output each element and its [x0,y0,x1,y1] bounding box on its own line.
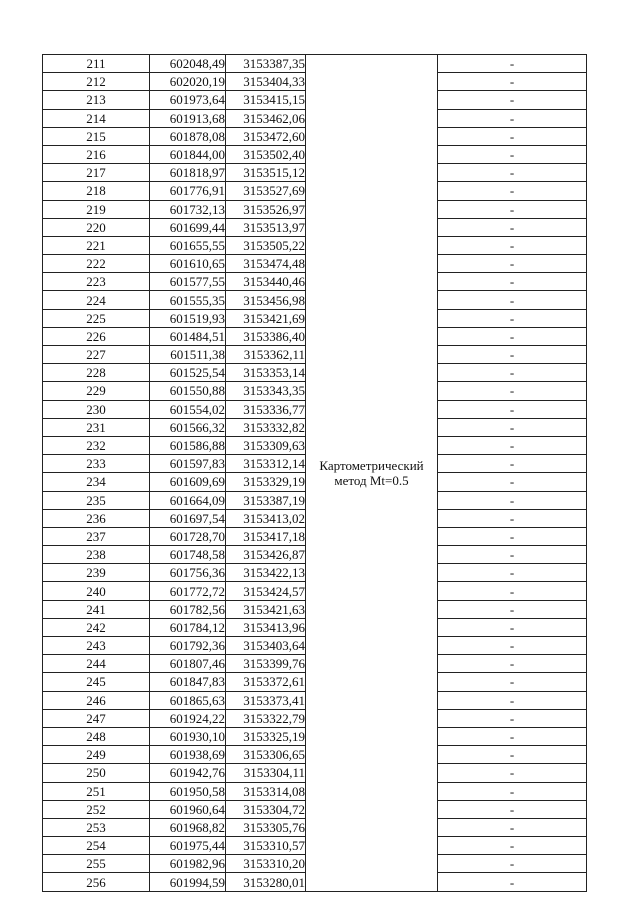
note-cell: - [438,182,587,200]
point-number-cell: 244 [43,655,150,673]
y-coordinate-cell: 3153362,11 [226,346,306,364]
y-coordinate-cell: 3153502,40 [226,145,306,163]
x-coordinate-cell: 601484,51 [150,327,226,345]
point-number-cell: 222 [43,255,150,273]
x-coordinate-cell: 601960,64 [150,800,226,818]
point-number-cell: 252 [43,800,150,818]
note-cell: - [438,382,587,400]
x-coordinate-cell: 601728,70 [150,527,226,545]
note-cell: - [438,582,587,600]
y-coordinate-cell: 3153336,77 [226,400,306,418]
point-number-cell: 220 [43,218,150,236]
y-coordinate-cell: 3153329,19 [226,473,306,491]
x-coordinate-cell: 601609,69 [150,473,226,491]
y-coordinate-cell: 3153462,06 [226,109,306,127]
note-cell: - [438,436,587,454]
y-coordinate-cell: 3153353,14 [226,364,306,382]
point-number-cell: 250 [43,764,150,782]
point-number-cell: 216 [43,145,150,163]
point-number-cell: 255 [43,855,150,873]
point-number-cell: 234 [43,473,150,491]
y-coordinate-cell: 3153415,15 [226,91,306,109]
note-cell: - [438,291,587,309]
point-number-cell: 249 [43,746,150,764]
note-cell: - [438,855,587,873]
y-coordinate-cell: 3153372,61 [226,673,306,691]
y-coordinate-cell: 3153424,57 [226,582,306,600]
note-cell: - [438,637,587,655]
x-coordinate-cell: 601732,13 [150,200,226,218]
x-coordinate-cell: 601525,54 [150,364,226,382]
y-coordinate-cell: 3153505,22 [226,236,306,254]
note-cell: - [438,691,587,709]
note-cell: - [438,109,587,127]
note-cell: - [438,309,587,327]
x-coordinate-cell: 601555,35 [150,291,226,309]
y-coordinate-cell: 3153309,63 [226,436,306,454]
y-coordinate-cell: 3153440,46 [226,273,306,291]
point-number-cell: 233 [43,455,150,473]
note-cell: - [438,727,587,745]
y-coordinate-cell: 3153373,41 [226,691,306,709]
y-coordinate-cell: 3153312,14 [226,455,306,473]
y-coordinate-cell: 3153280,01 [226,873,306,891]
point-number-cell: 223 [43,273,150,291]
point-number-cell: 225 [43,309,150,327]
point-number-cell: 246 [43,691,150,709]
y-coordinate-cell: 3153413,02 [226,509,306,527]
point-number-cell: 226 [43,327,150,345]
x-coordinate-cell: 601818,97 [150,164,226,182]
note-cell: - [438,764,587,782]
y-coordinate-cell: 3153527,69 [226,182,306,200]
note-cell: - [438,564,587,582]
point-number-cell: 247 [43,709,150,727]
note-cell: - [438,873,587,891]
point-number-cell: 240 [43,582,150,600]
note-cell: - [438,455,587,473]
y-coordinate-cell: 3153387,19 [226,491,306,509]
note-cell: - [438,782,587,800]
y-coordinate-cell: 3153332,82 [226,418,306,436]
x-coordinate-cell: 601577,55 [150,273,226,291]
x-coordinate-cell: 601586,88 [150,436,226,454]
point-number-cell: 256 [43,873,150,891]
x-coordinate-cell: 601865,63 [150,691,226,709]
method-label-line1: Картометрический [319,457,424,473]
x-coordinate-cell: 601697,54 [150,509,226,527]
note-cell: - [438,491,587,509]
note-cell: - [438,400,587,418]
y-coordinate-cell: 3153403,64 [226,637,306,655]
x-coordinate-cell: 601784,12 [150,618,226,636]
x-coordinate-cell: 601847,83 [150,673,226,691]
x-coordinate-cell: 601748,58 [150,546,226,564]
note-cell: - [438,236,587,254]
note-cell: - [438,200,587,218]
note-cell: - [438,473,587,491]
note-cell: - [438,818,587,836]
x-coordinate-cell: 601550,88 [150,382,226,400]
note-cell: - [438,527,587,545]
x-coordinate-cell: 602020,19 [150,73,226,91]
note-cell: - [438,255,587,273]
note-cell: - [438,655,587,673]
point-number-cell: 243 [43,637,150,655]
y-coordinate-cell: 3153304,72 [226,800,306,818]
y-coordinate-cell: 3153343,35 [226,382,306,400]
point-number-cell: 224 [43,291,150,309]
y-coordinate-cell: 3153310,57 [226,837,306,855]
note-cell: - [438,709,587,727]
y-coordinate-cell: 3153421,69 [226,309,306,327]
y-coordinate-cell: 3153305,76 [226,818,306,836]
x-coordinate-cell: 601597,83 [150,455,226,473]
x-coordinate-cell: 601930,10 [150,727,226,745]
point-number-cell: 237 [43,527,150,545]
point-number-cell: 213 [43,91,150,109]
point-number-cell: 214 [43,109,150,127]
method-label-line2: метод Mt=0.5 [334,472,409,488]
point-number-cell: 221 [43,236,150,254]
y-coordinate-cell: 3153474,48 [226,255,306,273]
note-cell: - [438,73,587,91]
y-coordinate-cell: 3153310,20 [226,855,306,873]
point-number-cell: 238 [43,546,150,564]
y-coordinate-cell: 3153456,98 [226,291,306,309]
note-cell: - [438,418,587,436]
y-coordinate-cell: 3153421,63 [226,600,306,618]
y-coordinate-cell: 3153426,87 [226,546,306,564]
coordinates-table [42,54,587,892]
x-coordinate-cell: 601756,36 [150,564,226,582]
note-cell: - [438,327,587,345]
x-coordinate-cell: 601772,72 [150,582,226,600]
x-coordinate-cell: 601982,96 [150,855,226,873]
y-coordinate-cell: 3153399,76 [226,655,306,673]
note-cell: - [438,145,587,163]
point-number-cell: 253 [43,818,150,836]
x-coordinate-cell: 601994,59 [150,873,226,891]
note-cell: - [438,800,587,818]
note-cell: - [438,746,587,764]
x-coordinate-cell: 601807,46 [150,655,226,673]
point-number-cell: 236 [43,509,150,527]
x-coordinate-cell: 601968,82 [150,818,226,836]
point-number-cell: 251 [43,782,150,800]
point-number-cell: 245 [43,673,150,691]
x-coordinate-cell: 601782,56 [150,600,226,618]
point-number-cell: 254 [43,837,150,855]
y-coordinate-cell: 3153386,40 [226,327,306,345]
point-number-cell: 248 [43,727,150,745]
note-cell: - [438,55,587,73]
y-coordinate-cell: 3153387,35 [226,55,306,73]
point-number-cell: 217 [43,164,150,182]
note-cell: - [438,127,587,145]
point-number-cell: 212 [43,73,150,91]
x-coordinate-cell: 601950,58 [150,782,226,800]
point-number-cell: 229 [43,382,150,400]
x-coordinate-cell: 601973,64 [150,91,226,109]
note-cell: - [438,346,587,364]
x-coordinate-cell: 601878,08 [150,127,226,145]
y-coordinate-cell: 3153472,60 [226,127,306,145]
x-coordinate-cell: 601511,38 [150,346,226,364]
x-coordinate-cell: 601924,22 [150,709,226,727]
y-coordinate-cell: 3153526,97 [226,200,306,218]
point-number-cell: 239 [43,564,150,582]
note-cell: - [438,600,587,618]
point-number-cell: 211 [43,55,150,73]
point-number-cell: 228 [43,364,150,382]
note-cell: - [438,91,587,109]
point-number-cell: 218 [43,182,150,200]
table-row [43,55,587,73]
y-coordinate-cell: 3153513,97 [226,218,306,236]
note-cell: - [438,273,587,291]
y-coordinate-cell: 3153404,33 [226,73,306,91]
y-coordinate-cell: 3153304,11 [226,764,306,782]
x-coordinate-cell: 601913,68 [150,109,226,127]
point-number-cell: 215 [43,127,150,145]
x-coordinate-cell: 601566,32 [150,418,226,436]
x-coordinate-cell: 601776,91 [150,182,226,200]
y-coordinate-cell: 3153422,13 [226,564,306,582]
note-cell: - [438,673,587,691]
x-coordinate-cell: 602048,49 [150,55,226,73]
point-number-cell: 242 [43,618,150,636]
point-number-cell: 219 [43,200,150,218]
note-cell: - [438,546,587,564]
x-coordinate-cell: 601610,65 [150,255,226,273]
method-cell [306,55,438,892]
point-number-cell: 232 [43,436,150,454]
y-coordinate-cell: 3153515,12 [226,164,306,182]
coordinates-table-body [43,55,587,892]
x-coordinate-cell: 601699,44 [150,218,226,236]
note-cell: - [438,837,587,855]
x-coordinate-cell: 601844,00 [150,145,226,163]
x-coordinate-cell: 601519,93 [150,309,226,327]
y-coordinate-cell: 3153325,19 [226,727,306,745]
note-cell: - [438,218,587,236]
x-coordinate-cell: 601975,44 [150,837,226,855]
y-coordinate-cell: 3153314,08 [226,782,306,800]
note-cell: - [438,509,587,527]
y-coordinate-cell: 3153413,96 [226,618,306,636]
x-coordinate-cell: 601938,69 [150,746,226,764]
point-number-cell: 227 [43,346,150,364]
point-number-cell: 230 [43,400,150,418]
note-cell: - [438,364,587,382]
note-cell: - [438,164,587,182]
y-coordinate-cell: 3153322,79 [226,709,306,727]
note-cell: - [438,618,587,636]
x-coordinate-cell: 601942,76 [150,764,226,782]
y-coordinate-cell: 3153417,18 [226,527,306,545]
point-number-cell: 231 [43,418,150,436]
x-coordinate-cell: 601554,02 [150,400,226,418]
point-number-cell: 235 [43,491,150,509]
x-coordinate-cell: 601664,09 [150,491,226,509]
y-coordinate-cell: 3153306,65 [226,746,306,764]
x-coordinate-cell: 601655,55 [150,236,226,254]
point-number-cell: 241 [43,600,150,618]
x-coordinate-cell: 601792,36 [150,637,226,655]
